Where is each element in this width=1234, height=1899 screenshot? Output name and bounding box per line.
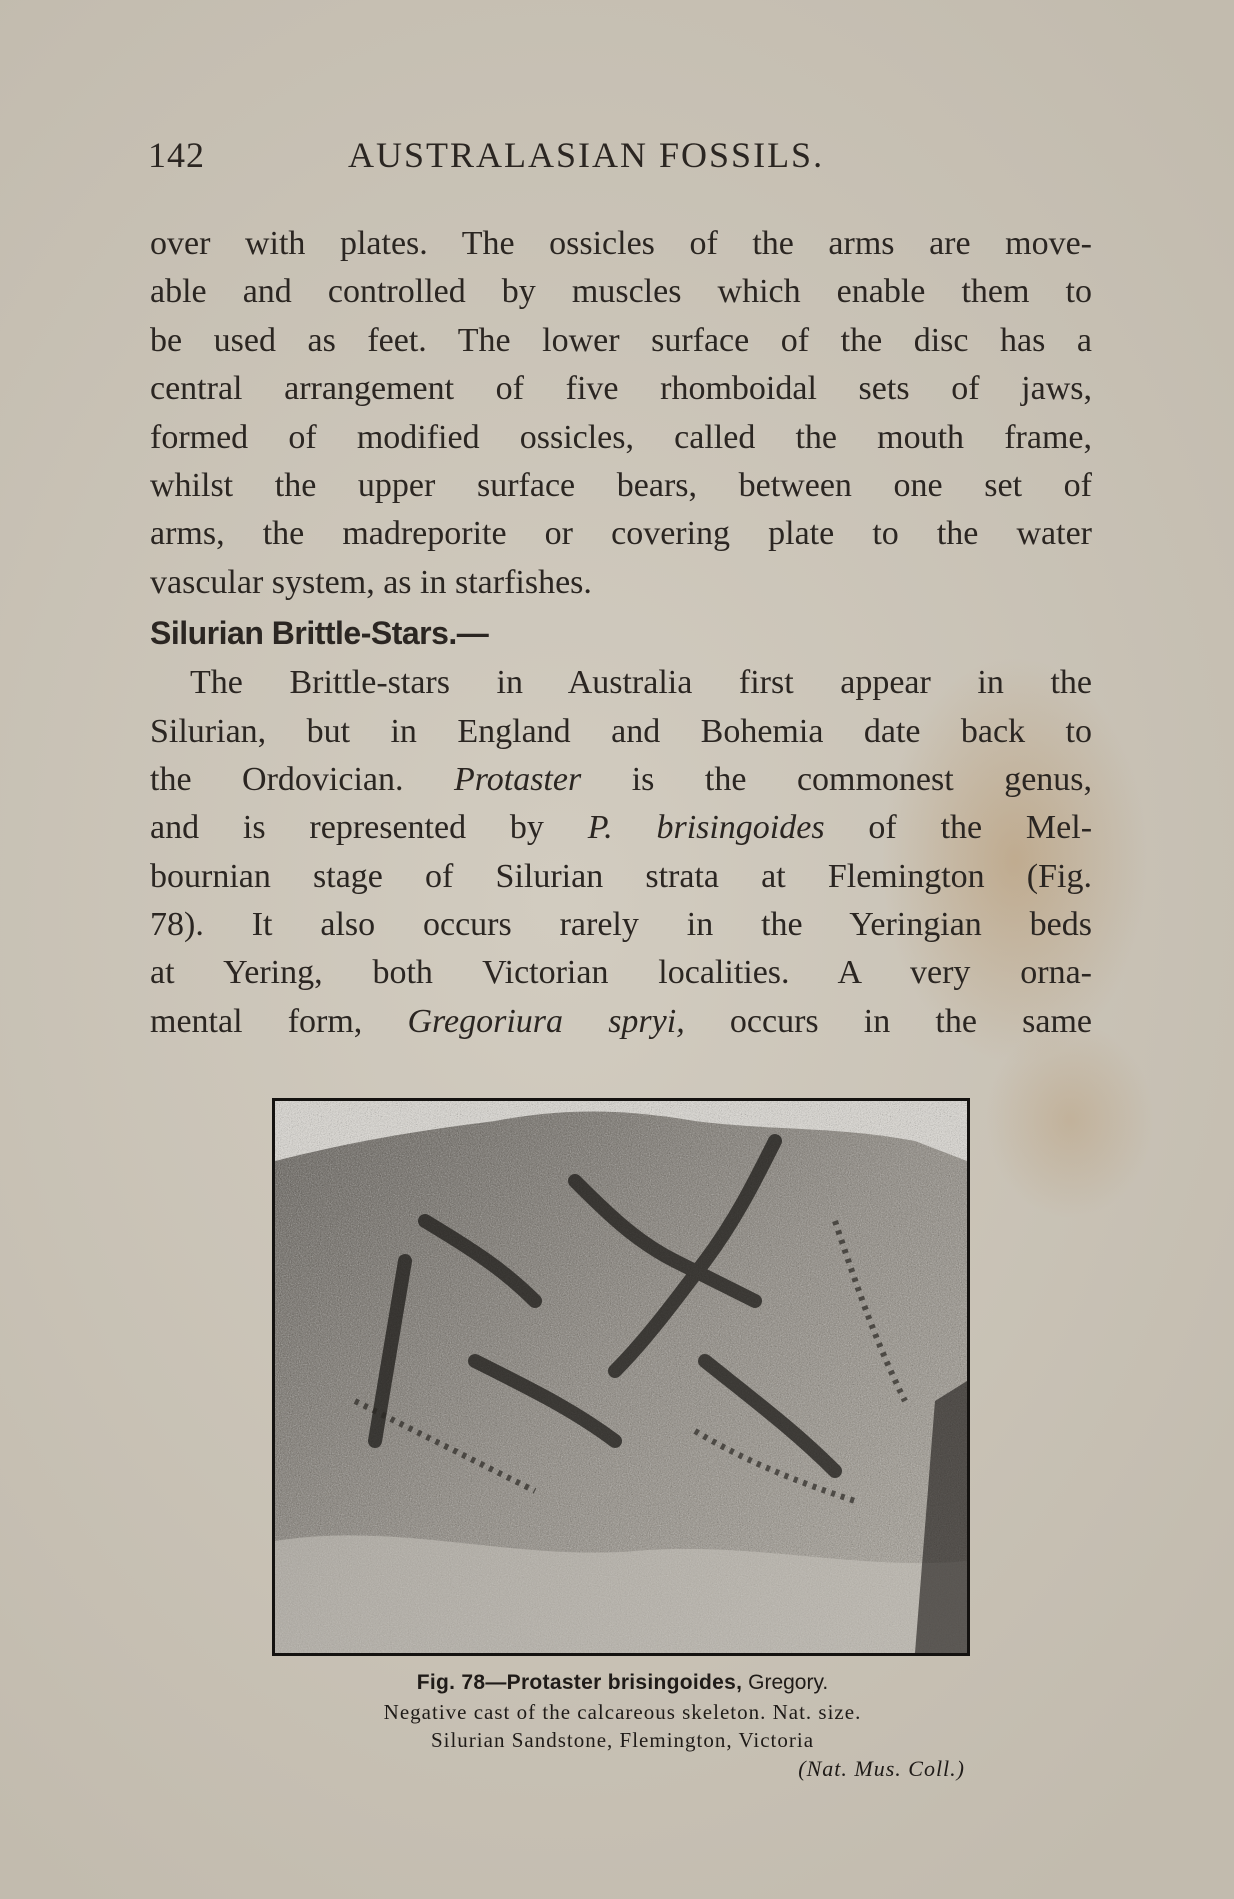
text-run: of the Mel-: [868, 809, 1093, 847]
text-run: mental form,: [150, 1002, 363, 1040]
text-line: The Brittle-stars in Australia first appear in the: [190, 664, 1092, 702]
text-line: central arrangement of five rhomboidal sets of jaws,: [150, 370, 1092, 408]
text-line: [150, 756, 1092, 804]
text-line: whilst the upper surface bears, between one set of: [150, 466, 1092, 504]
running-title: AUSTRALASIAN FOSSILS.: [348, 135, 825, 175]
text-run: the Ordovician.: [150, 760, 404, 798]
text-line: be used as feet. The lower surface of the disc has a: [150, 321, 1092, 359]
text-line: over with plates. The ossicles of the arms are move-: [150, 225, 1092, 262]
text-run: and is represented by: [150, 809, 544, 847]
section-heading: Silurian Brittle-Stars.—: [150, 615, 489, 652]
page-header: [148, 134, 1088, 184]
species-name: P. brisingoides: [587, 809, 825, 847]
text-line: bournian stage of Silurian strata at Flemington (Fig.: [150, 857, 1092, 895]
text-line: 78). It also occurs rarely in the Yeringian beds: [150, 906, 1092, 944]
text-line: vascular system, as in starfishes.: [150, 563, 592, 601]
genus-name: Protaster: [454, 760, 582, 798]
figure-caption: [270, 1668, 975, 1784]
text-line: arms, the madreporite or covering plate to the water: [150, 515, 1092, 553]
text-line: [150, 804, 1092, 852]
caption-title: [270, 1668, 975, 1698]
fossil-photograph: [272, 1098, 970, 1656]
page-number: 142: [148, 135, 205, 175]
species-name: Gregoriura spryi,: [407, 1002, 685, 1040]
caption-author: Gregory.: [748, 1671, 829, 1694]
text-line: at Yering, both Victorian localities. A very orna-: [150, 954, 1092, 992]
caption-collection: (Nat. Mus. Coll.): [798, 1756, 965, 1781]
text-run: is the commonest genus,: [631, 760, 1093, 798]
text-line: [150, 998, 1092, 1046]
caption-line: Negative cast of the calcareous skeleton. Nat. size.: [383, 1700, 862, 1724]
caption-line: Silurian Sandstone, Flemington, Victoria: [430, 1728, 815, 1752]
fossil-image: [275, 1101, 967, 1653]
text-line: able and controlled by muscles which enable them to: [150, 273, 1092, 311]
text-line: formed of modified ossicles, called the mouth frame,: [150, 418, 1092, 456]
caption-figure-label: Fig. 78—Protaster brisingoides,: [416, 1671, 743, 1694]
text-line: Silurian, but in England and Bohemia date back to: [150, 712, 1092, 750]
body-text: [150, 220, 1092, 1046]
text-run: occurs in the same: [729, 1002, 1093, 1040]
